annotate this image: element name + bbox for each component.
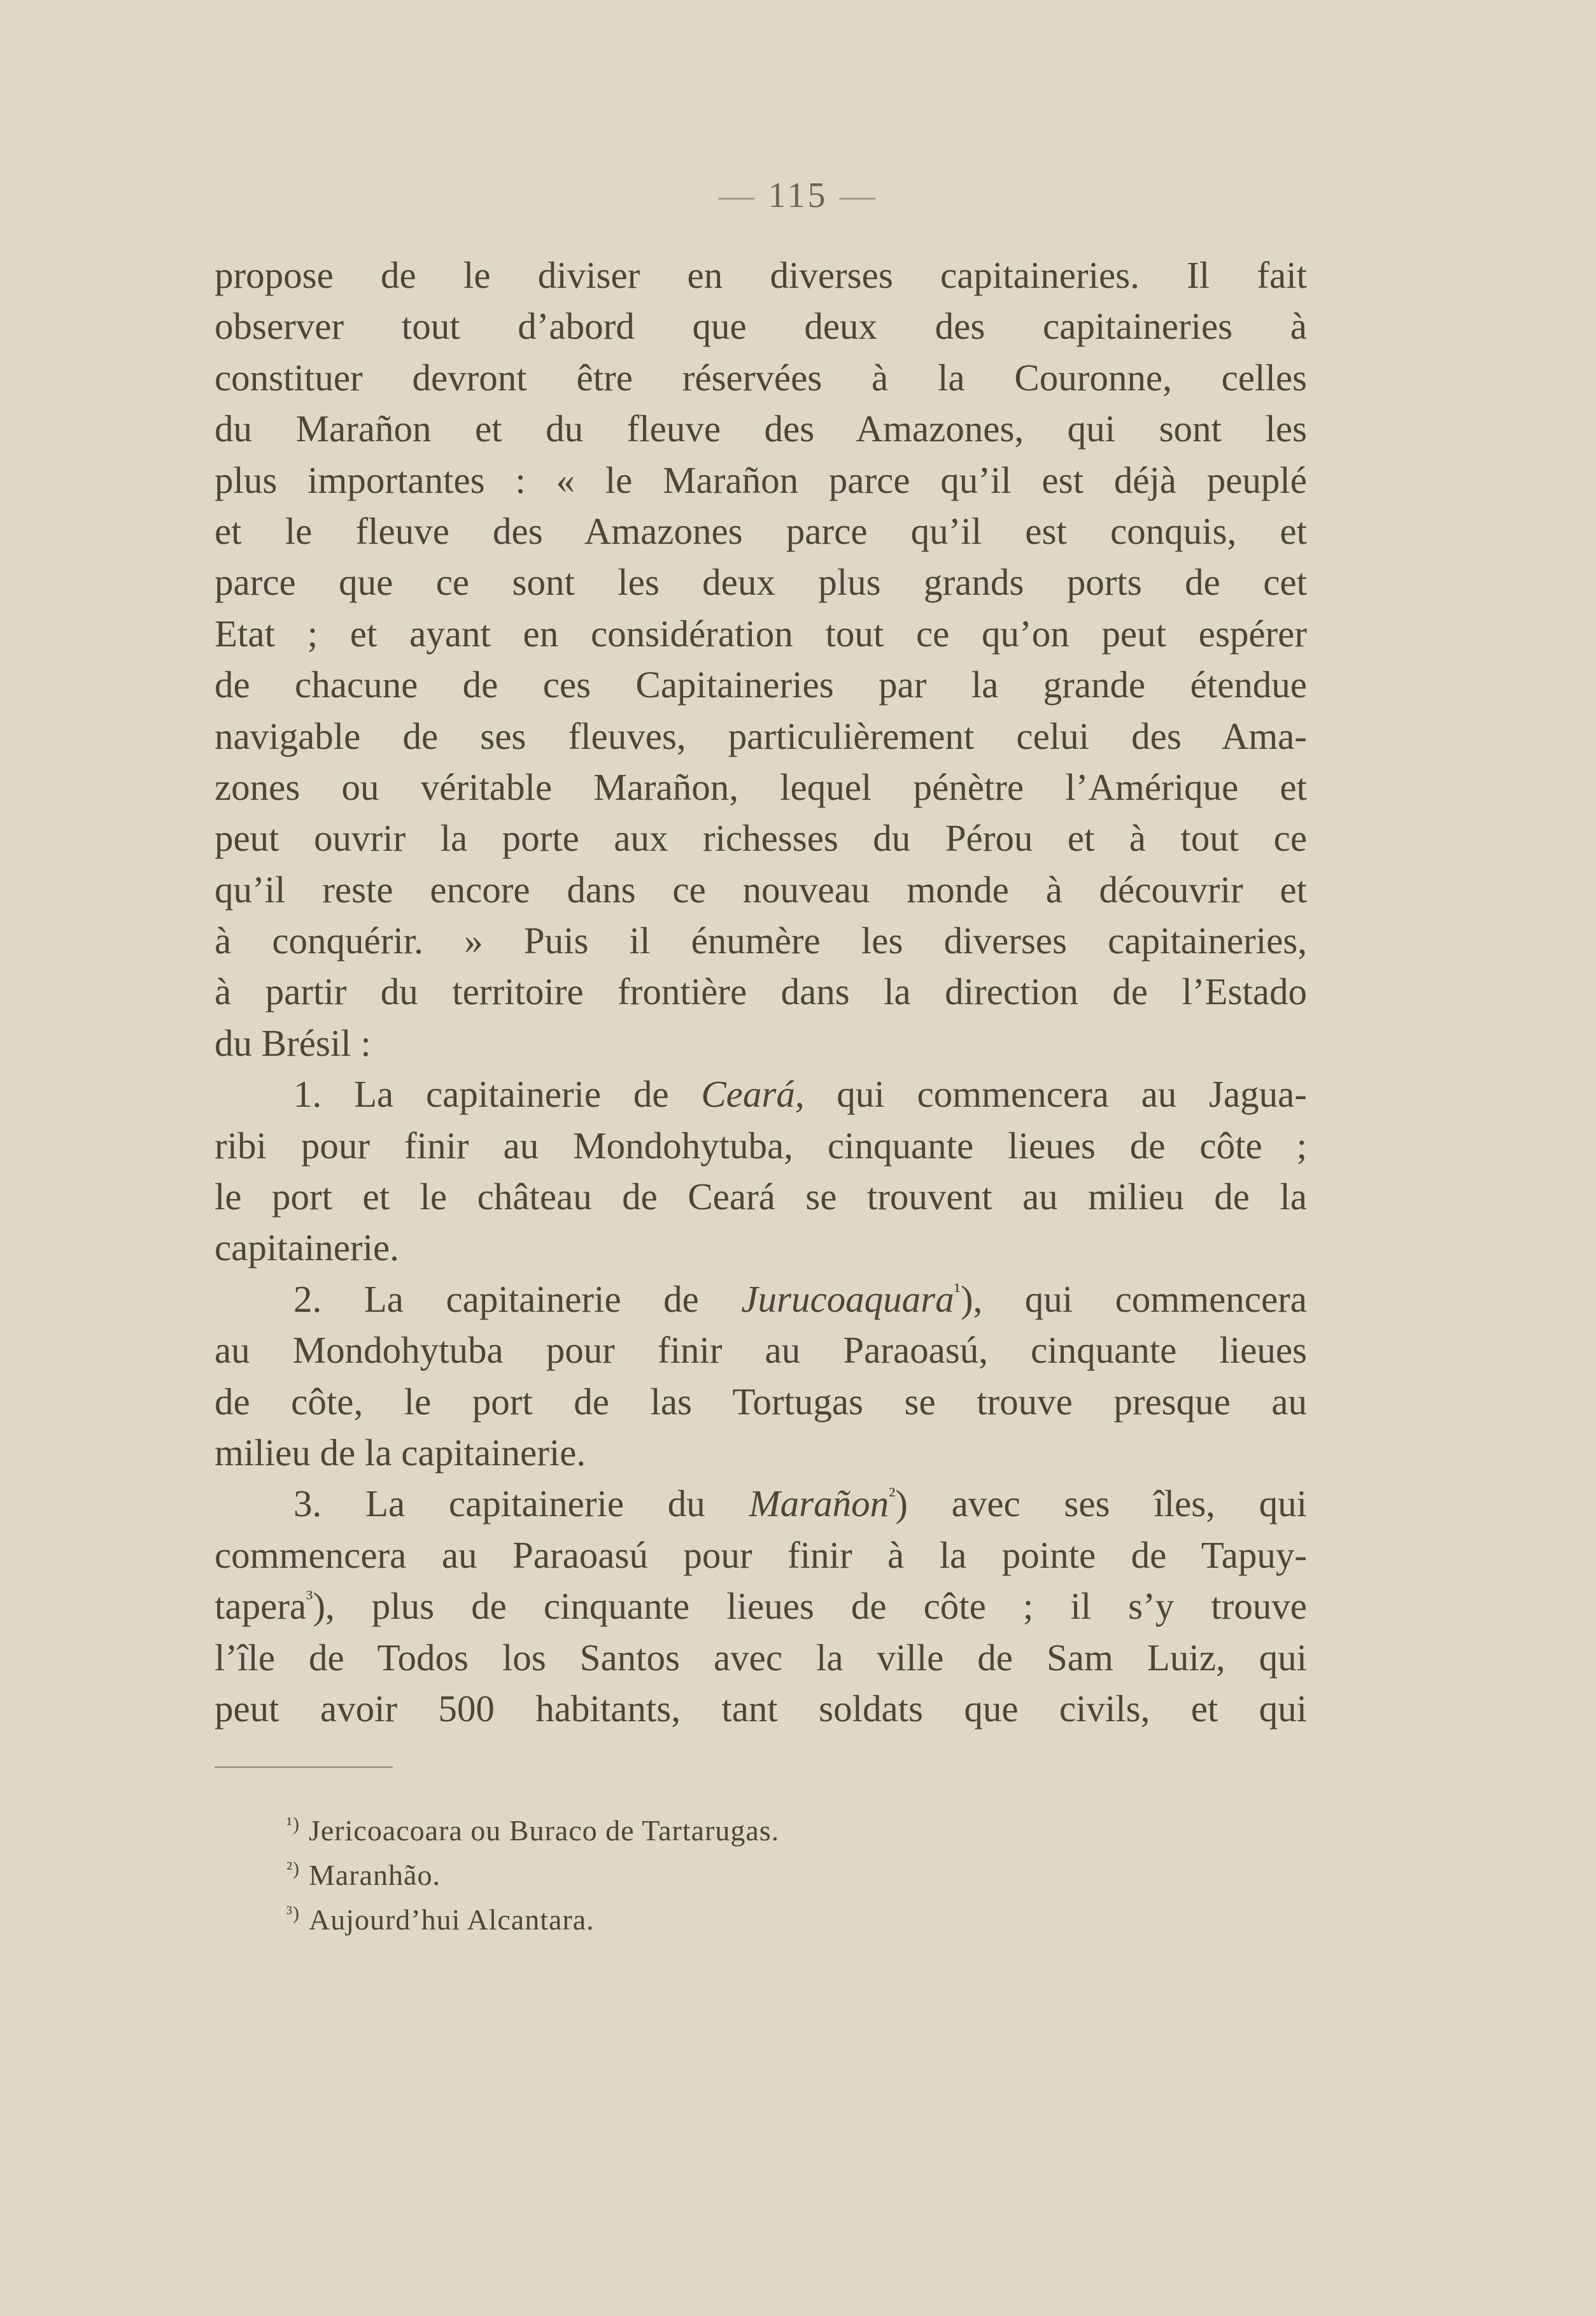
footnote-ref-2: ² — [889, 1484, 896, 1508]
footnote-1 — [286, 1808, 1114, 1853]
item-3-name: Marañon — [749, 1482, 889, 1525]
item-3-lead: 3. La capitainerie du — [293, 1482, 749, 1525]
item-1-lead: 1. La capitainerie de — [293, 1073, 702, 1116]
text-line: milieu de la capitainerie. — [215, 1431, 586, 1474]
item-3-third-line — [215, 1581, 1307, 1631]
item-2-rest: ), qui commencera — [960, 1277, 1307, 1320]
footnote-text: Aujourd’hui Alcantara. — [308, 1903, 595, 1936]
item-2-lead: 2. La capitainerie de — [293, 1277, 742, 1320]
text-line: et le fleuve des Amazones parce qu’il est conquis, et — [215, 509, 1307, 552]
text-line: du Brésil : — [215, 1021, 371, 1064]
item-1-name: Ceará, — [701, 1073, 805, 1116]
footnotes — [286, 1808, 1114, 1942]
text-line: constituer devront être réservées à la Couronne, celles — [215, 356, 1307, 399]
item-3-first-line — [215, 1478, 1307, 1529]
item-1-first-line — [215, 1069, 1307, 1119]
text-line: l’île de Todos los Santos avec la ville de Sam Luiz, qui — [215, 1636, 1307, 1679]
footnote-divider — [215, 1766, 393, 1768]
item-2-first-line — [215, 1274, 1307, 1325]
page-number-dash-left: — — [718, 176, 757, 215]
text-line: ribi pour finir au Mondohytuba, cinquante lieues de côte ; — [215, 1124, 1307, 1167]
text-line: peut ouvrir la porte aux richesses du Pérou et à tout ce — [215, 817, 1307, 860]
page-number — [0, 173, 1596, 218]
text-line: commencera au Paraoasú pour finir à la pointe de Tapuy- — [215, 1533, 1307, 1576]
text-line: qu’il reste encore dans ce nouveau monde à découvrir et — [215, 868, 1307, 911]
text-line: à conquérir. » Puis il énumère les diverses capitaineries, — [215, 920, 1307, 962]
item-2-name: Jurucoaquara — [741, 1277, 954, 1320]
text-line: de chacune de ces Capitaineries par la grande étendue — [215, 664, 1307, 706]
item-3-rest: ) avec ses îles, qui — [895, 1482, 1307, 1525]
footnote-text: Maranhão. — [308, 1859, 441, 1891]
text-line: au Mondohytuba pour finir au Paraoasú, cinquante lieues — [215, 1329, 1307, 1372]
item-3-line3-lead: tapera — [215, 1585, 307, 1628]
page-number-dash-right: — — [839, 176, 878, 215]
footnote-mark: ²) — [286, 1858, 300, 1879]
text-line: le port et le château de Ceará se trouvent au milieu de la — [215, 1176, 1307, 1218]
text-line: zones ou véritable Marañon, lequel pénètre l’Amérique et — [215, 765, 1307, 808]
footnote-2 — [286, 1853, 1114, 1898]
text-line: Etat ; et ayant en considération tout ce qu’on peut espérer — [215, 612, 1307, 655]
text-line: peut avoir 500 habitants, tant soldats que civils, et qui — [215, 1687, 1307, 1730]
text-line: parce que ce sont les deux plus grands ports de cet — [215, 561, 1307, 604]
text-line: propose de le diviser en diverses capitaineries. Il fait — [215, 254, 1307, 296]
text-line: navigable de ses fleuves, particulièrement celui des Ama- — [215, 714, 1307, 757]
footnote-3 — [286, 1898, 1114, 1942]
item-1-rest: qui commencera au Jagua- — [804, 1073, 1307, 1116]
text-line: à partir du territoire frontière dans la direction de l’Estado — [215, 970, 1307, 1013]
text-line: du Marañon et du fleuve des Amazones, qui sont les — [215, 408, 1307, 450]
footnote-ref-1: ¹ — [954, 1279, 961, 1303]
footnote-text: Jericoacoara ou Buraco de Tartarugas. — [308, 1814, 780, 1847]
footnote-mark: ¹) — [286, 1814, 300, 1835]
body-text — [215, 250, 1307, 1734]
text-line: de côte, le port de las Tortugas se trouve presque au — [215, 1380, 1307, 1423]
text-line: plus importantes : « le Marañon parce qu’il est déjà peuplé — [215, 458, 1307, 501]
text-line: observer tout d’abord que deux des capitaineries à — [215, 305, 1307, 348]
footnote-ref-3: ³ — [306, 1586, 313, 1610]
footnote-mark: ³) — [286, 1903, 300, 1924]
page-number-value: 115 — [768, 176, 828, 215]
item-3-line3-rest: ), plus de cinquante lieues de côte ; il s’y trouve — [313, 1585, 1307, 1628]
text-line: capitainerie. — [215, 1226, 399, 1269]
